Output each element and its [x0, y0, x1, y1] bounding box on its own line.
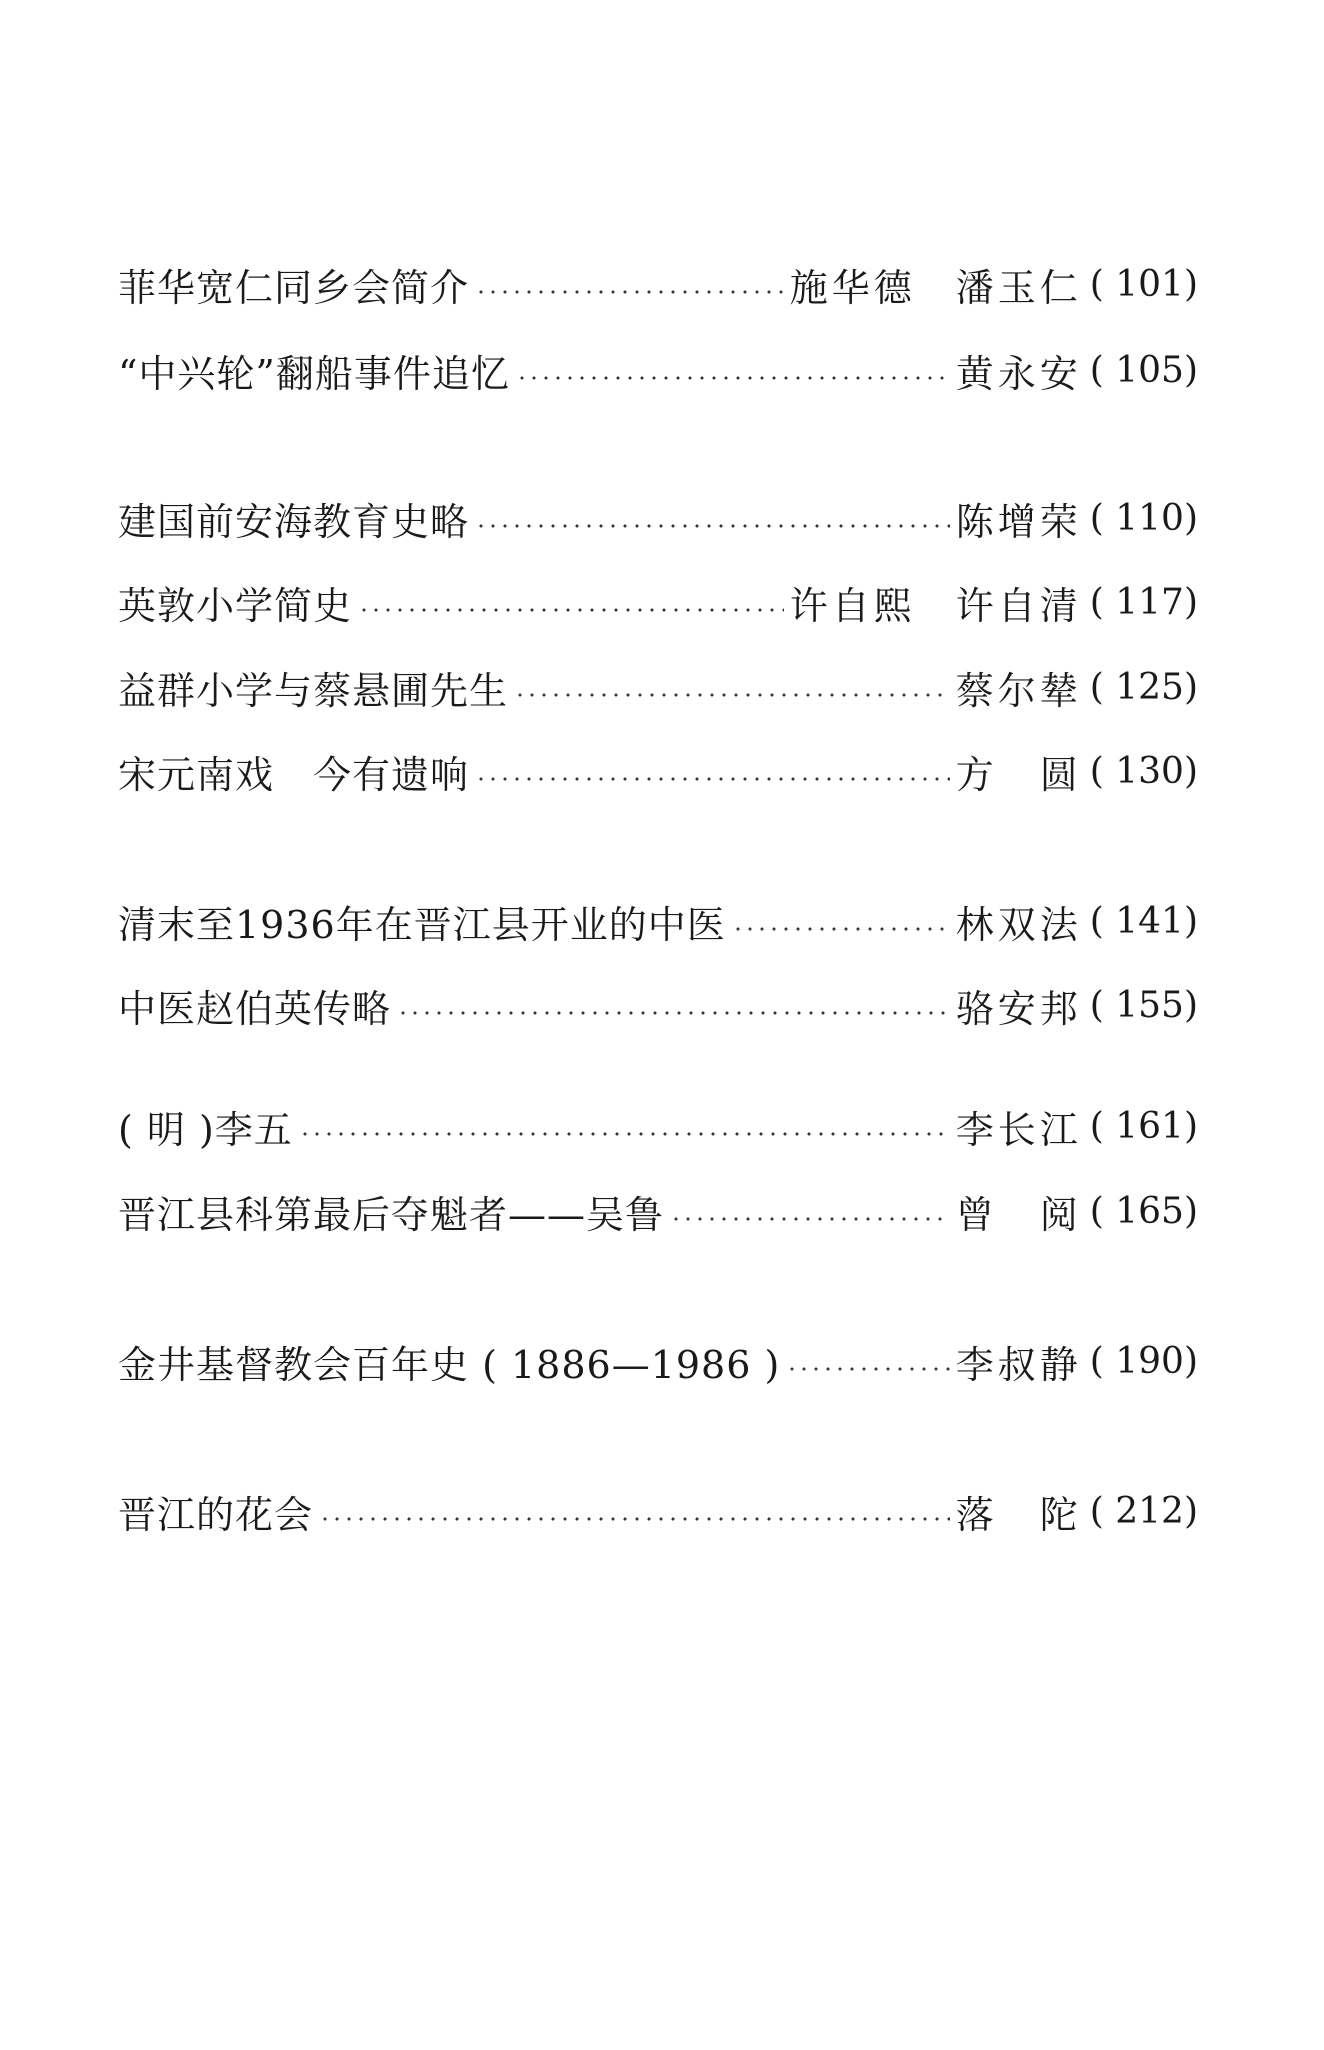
dot-leader — [516, 376, 950, 380]
entry-page-number: ( 105) — [1089, 349, 1198, 391]
entry-page-number: ( 165) — [1089, 1190, 1198, 1232]
toc-entry — [118, 657, 1198, 717]
entry-author: 李长江 — [955, 1107, 1082, 1152]
entry-title: 益群小学与蔡悬圃先生 — [118, 668, 509, 713]
entry-title: 金井基督教会百年史 ( 1886—1986 ) — [118, 1342, 781, 1387]
entry-author: 蔡尔辇 — [955, 668, 1082, 713]
entry-page-number: ( 190) — [1089, 1340, 1198, 1382]
toc-entry — [118, 741, 1198, 801]
entry-page-number: ( 125) — [1089, 666, 1198, 708]
dot-leader — [475, 290, 784, 294]
entry-author: 许自清 — [955, 583, 1082, 628]
entry-title: 英敦小学简史 — [118, 583, 353, 628]
toc-entry — [118, 1331, 1198, 1391]
dot-leader — [786, 1367, 949, 1371]
entry-author: 陈增荣 — [955, 499, 1082, 544]
entry-author: 李叔静 — [955, 1342, 1082, 1387]
toc-entry — [118, 975, 1198, 1035]
toc-entry — [118, 488, 1198, 548]
entry-title: 宋元南戏 今有遗响 — [118, 752, 470, 797]
dot-leader — [732, 927, 950, 931]
toc-entry — [118, 254, 1198, 314]
dot-leader — [397, 1011, 950, 1015]
entry-author: 黄永安 — [955, 351, 1082, 396]
toc-entry — [118, 1481, 1198, 1541]
entry-title: 菲华宽仁同乡会简介 — [118, 265, 470, 310]
dot-leader — [670, 1217, 950, 1221]
dot-leader — [299, 1132, 950, 1136]
toc-entry — [118, 1181, 1198, 1241]
dot-leader — [475, 777, 950, 781]
entry-page-number: ( 155) — [1089, 984, 1198, 1026]
entry-page-number: ( 212) — [1089, 1490, 1198, 1532]
entry-author: 曾 阅 — [955, 1192, 1082, 1237]
entry-title: 中医赵伯英传略 — [118, 986, 392, 1031]
entry-author: 骆安邦 — [955, 986, 1082, 1031]
entry-author: 落 陀 — [955, 1492, 1082, 1537]
entry-title: 晋江的花会 — [118, 1492, 314, 1537]
entry-page-number: ( 101) — [1089, 263, 1198, 305]
dot-leader — [319, 1517, 950, 1521]
entry-page-number: ( 141) — [1089, 900, 1198, 942]
dot-leader — [514, 693, 950, 697]
toc-entry — [118, 1096, 1198, 1156]
entry-author: 林双法 — [955, 902, 1082, 947]
dot-leader — [358, 608, 784, 612]
entry-author: 潘玉仁 — [955, 265, 1082, 310]
toc-entry — [118, 891, 1198, 951]
entry-page-number: ( 110) — [1089, 497, 1198, 539]
entry-title: 建国前安海教育史略 — [118, 499, 470, 544]
toc-entry — [118, 340, 1198, 400]
dot-leader — [475, 524, 950, 528]
entry-title: 晋江县科第最后夺魁者——吴鲁 — [118, 1192, 665, 1237]
entry-page-number: ( 117) — [1089, 581, 1198, 623]
entry-page-number: ( 130) — [1089, 750, 1198, 792]
entry-title: “中兴轮”翻船事件追忆 — [118, 351, 510, 396]
entry-page-number: ( 161) — [1089, 1105, 1198, 1147]
entry-author: 许自熙 — [789, 583, 916, 628]
entry-title: 清末至1936年在晋江县开业的中医 — [118, 902, 726, 947]
entry-author: 施华德 — [789, 265, 916, 310]
entry-author: 方 圆 — [955, 752, 1082, 797]
entry-title: ( 明 )李五 — [118, 1107, 293, 1152]
toc-entry — [118, 572, 1198, 632]
